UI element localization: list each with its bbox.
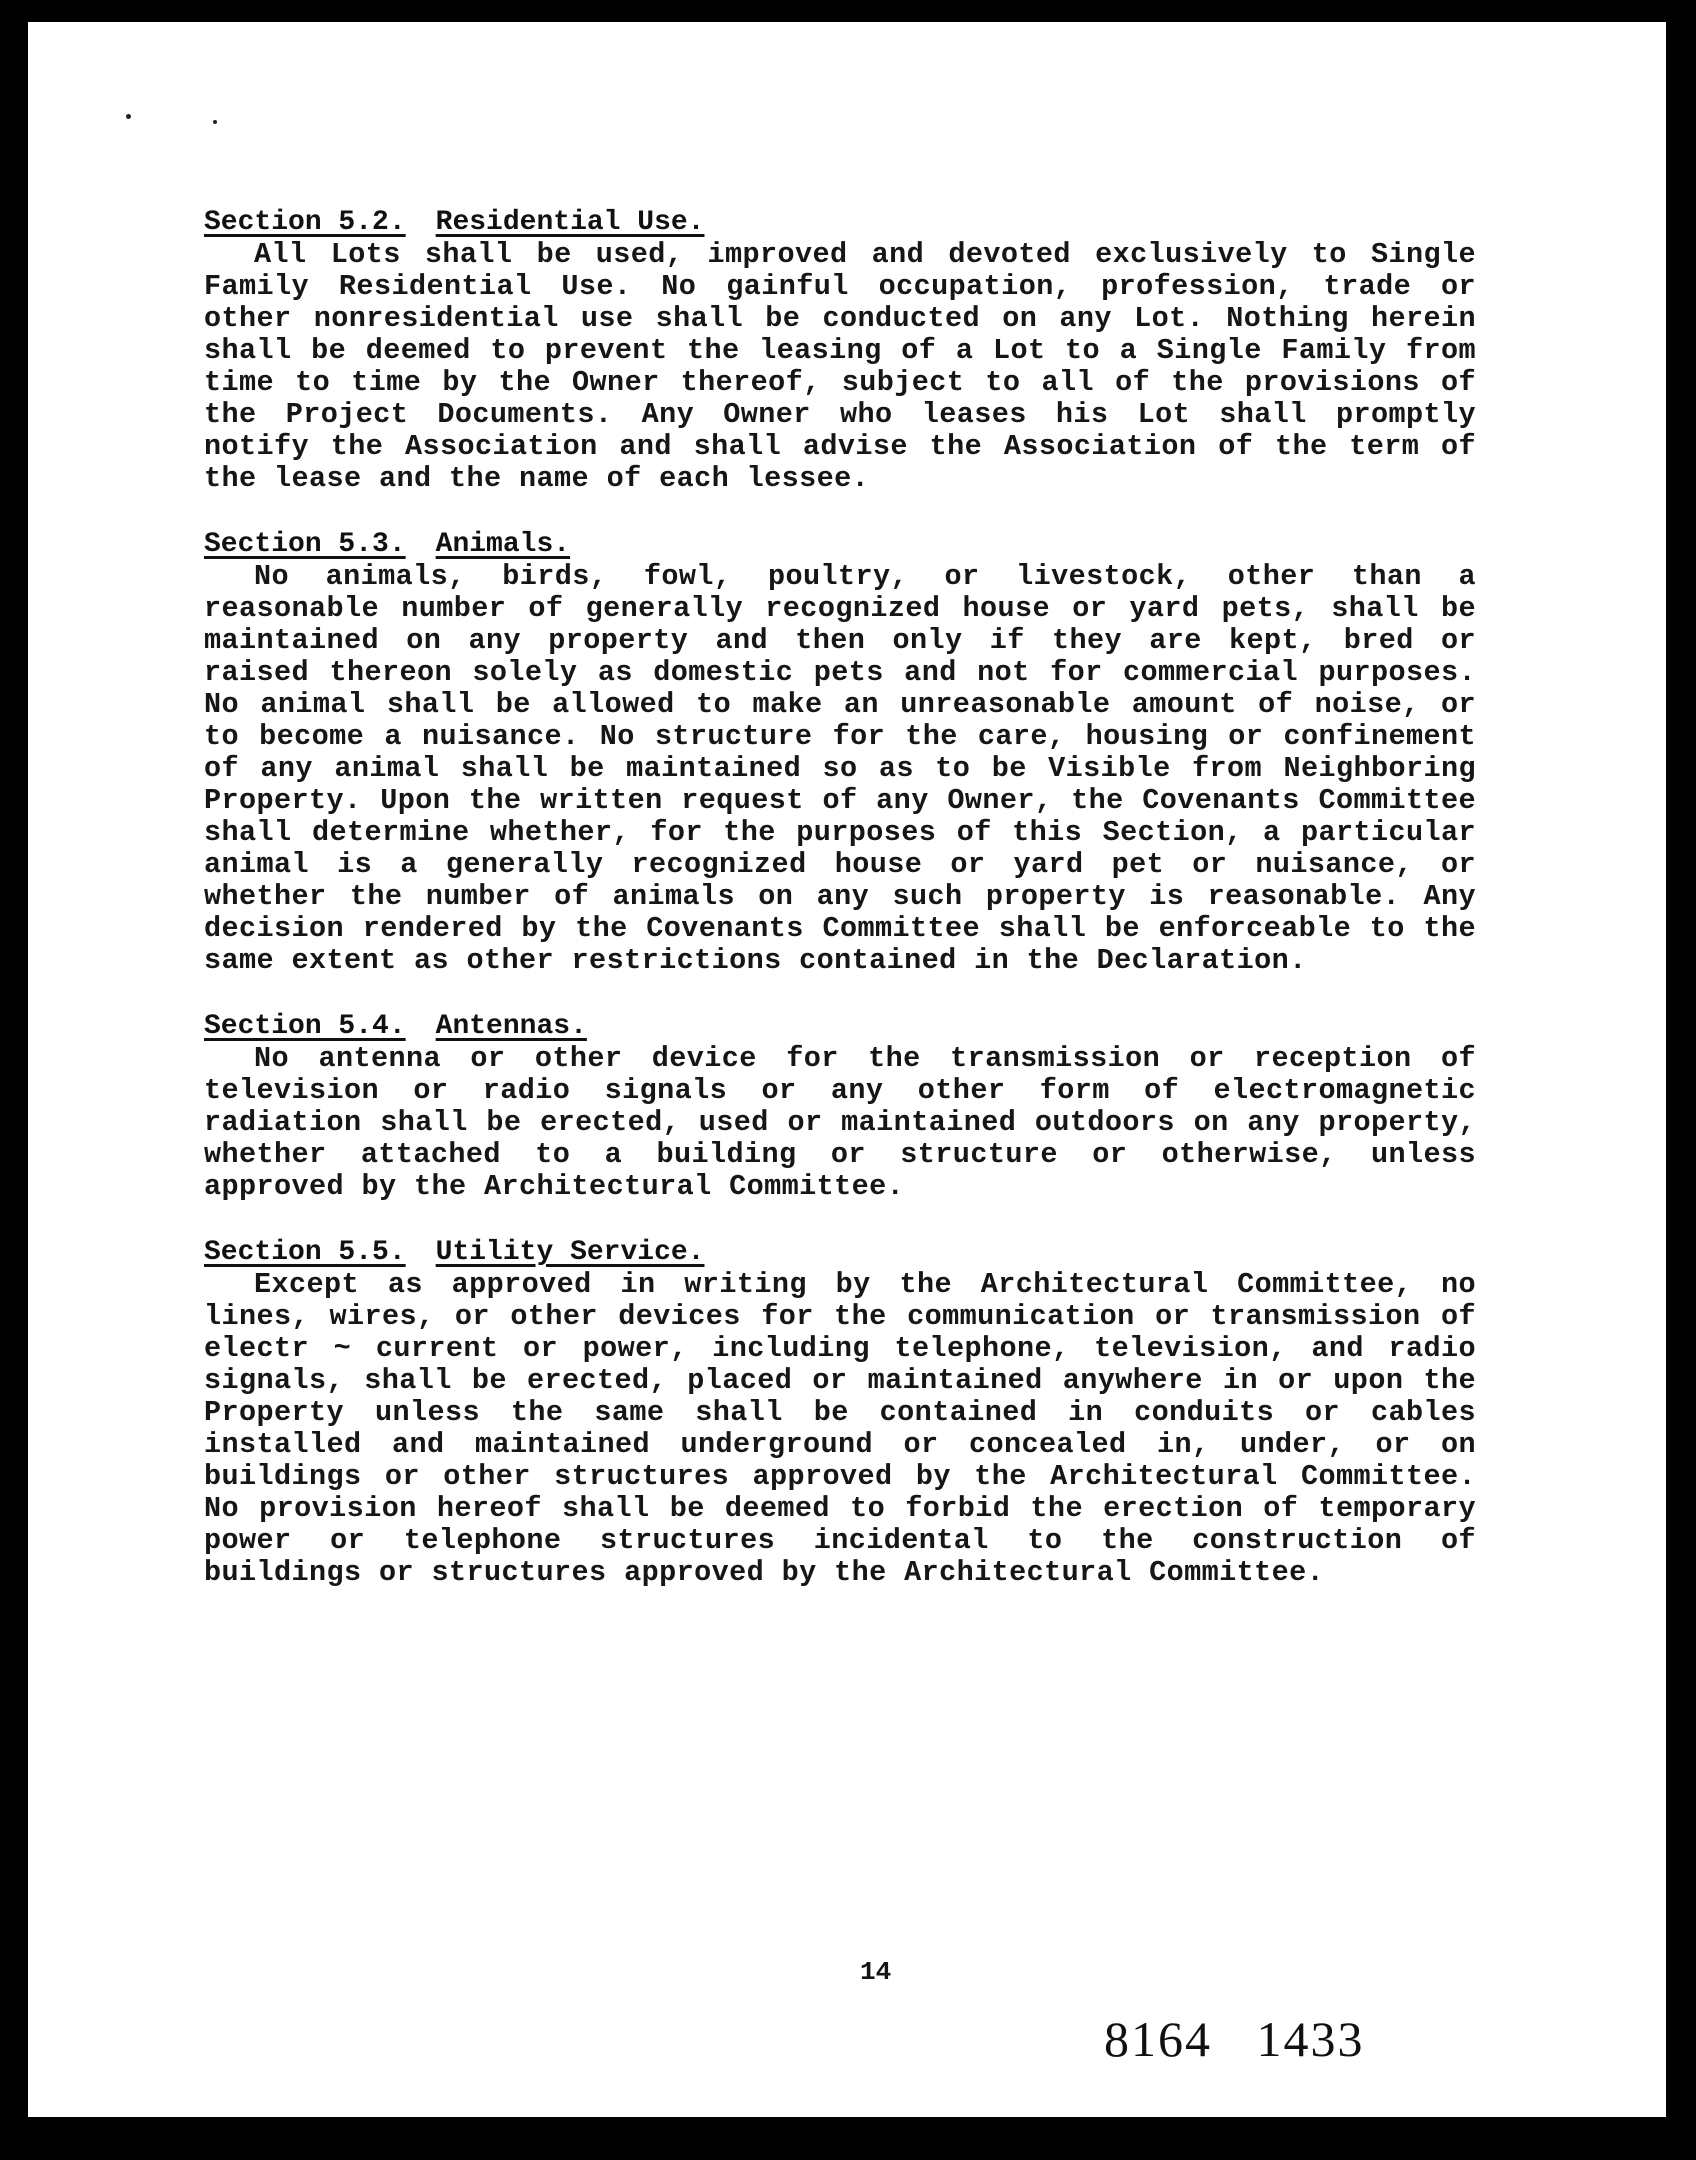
document-body — [204, 207, 1476, 1623]
section-heading — [204, 207, 1476, 239]
document-code: 8164 1433 — [1104, 2011, 1365, 2067]
section-text: No animals, birds, fowl, poultry, or livestock, other than a reasonable number of generally recognized house or yard pets, shall be maintained on any property and then only if they are kept, bred or raised thereon solely as domestic pets and not for commercial purposes. No animal shall be allowed to make an unreasonable amount of noise, or to become a nuisance. No structure for the care, housing or confinement of any animal shall be maintained so as to be Visible from Neighboring Property. Upon the written request of any Owner, the Covenants Committee shall determine whether, for the purposes of this Section, a particular animal is a generally recognized house or yard pet or nuisance, or whether the number of animals on any such property is reasonable. Any decision rendered by the Covenants Committee shall be enforceable to the same extent as other restrictions contained in the Declaration. — [204, 560, 1476, 977]
section-number: Section 5.4. — [204, 1011, 406, 1042]
section-5-5 — [204, 1237, 1476, 1589]
scan-speck — [126, 114, 131, 119]
section-number: Section 5.3. — [204, 529, 406, 560]
section-number: Section 5.5. — [204, 1237, 406, 1268]
section-title: Utility Service. — [435, 1237, 705, 1268]
section-text: No antenna or other device for the transmission or reception of television or radio signals or any other form of electromagnetic radiation shall be erected, used or maintained outdoors on any property, whether attached to a building or structure or otherwise, unless approved by the Architectural Committee. — [204, 1042, 1476, 1203]
section-title: Animals. — [435, 529, 571, 560]
section-text: Except as approved in writing by the Architectural Committee, no lines, wires, or other devices for the communication or transmission of electr ~ current or power, including telephone, television, and radio signals, shall be erected, placed or maintained anywhere in or upon the Property unless the same shall be contained in conduits or cables installed and maintained underground or concealed in, under, or on buildings or other structures approved by the Architectural Committee. No provision hereof shall be deemed to forbid the erection of temporary power or telephone structures incidental to the construction of buildings or structures approved by the Architectural Committee. — [204, 1268, 1476, 1589]
document-page — [28, 22, 1666, 2117]
section-heading — [204, 1011, 1476, 1043]
section-heading — [204, 1237, 1476, 1269]
section-heading — [204, 529, 1476, 561]
section-5-3 — [204, 529, 1476, 977]
page-number: 14 — [860, 1957, 892, 1987]
section-title: Residential Use. — [435, 207, 705, 238]
section-5-4 — [204, 1011, 1476, 1203]
section-number: Section 5.2. — [204, 207, 406, 238]
section-title: Antennas. — [435, 1011, 587, 1042]
scan-speck — [213, 120, 217, 124]
section-text: All Lots shall be used, improved and devoted exclusively to Single Family Residential Use. No gainful occupation, profession, trade or other nonresidential use shall be conducted on any Lot. Nothing herein shall be deemed to prevent the leasing of a Lot to a Single Family from time to time by the Owner thereof, subject to all of the provisions of the Project Documents. Any Owner who leases his Lot shall promptly notify the Association and shall advise the Association of the term of the lease and the name of each lessee. — [204, 238, 1476, 495]
section-5-2 — [204, 207, 1476, 495]
